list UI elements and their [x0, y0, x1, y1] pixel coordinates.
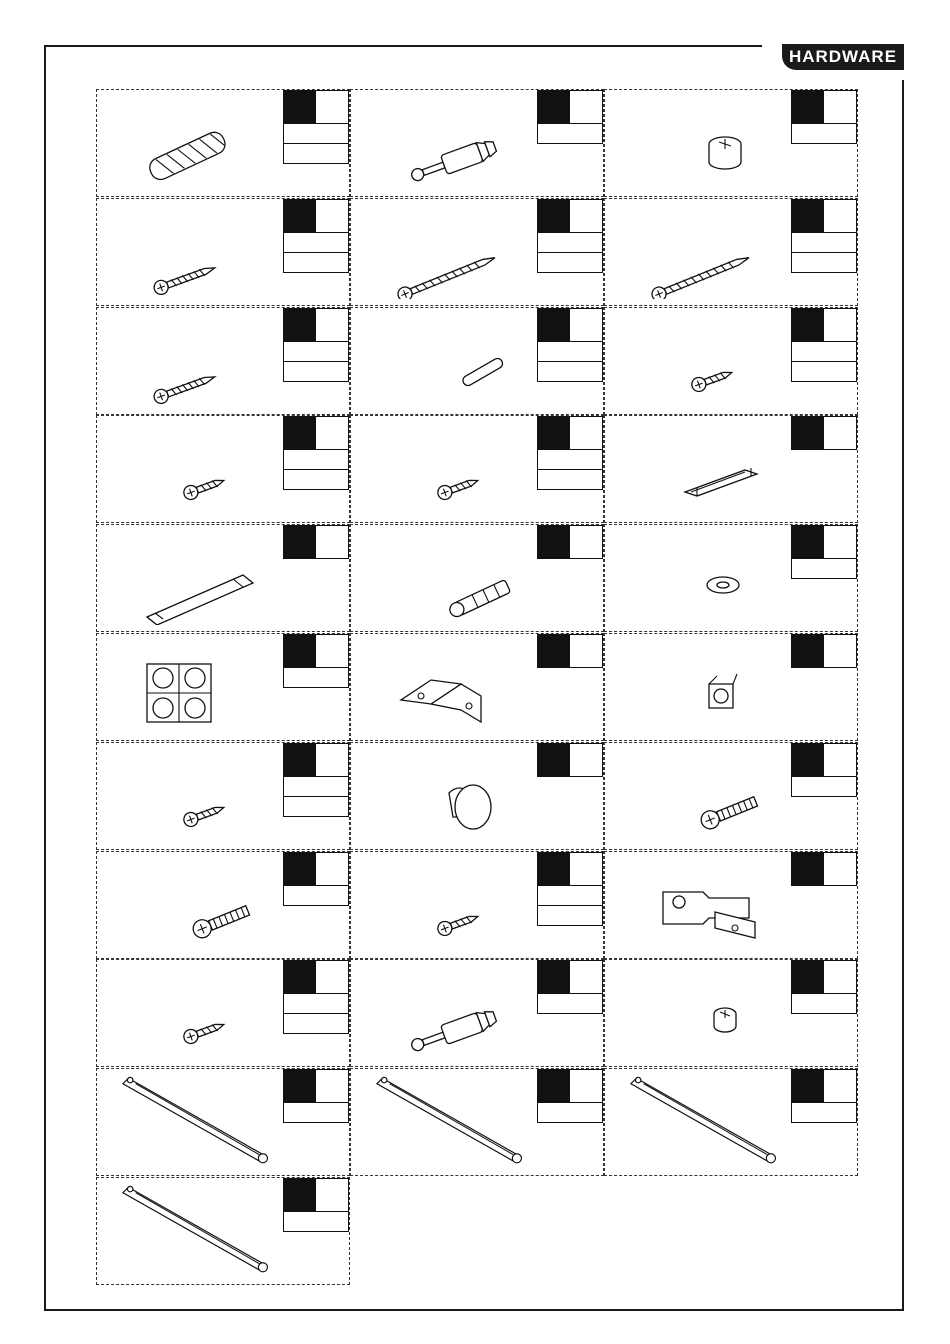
quantity-box: [283, 362, 349, 382]
quantity-box: [791, 362, 857, 382]
hardware-cell-wooden-dowel: [96, 89, 350, 197]
hardware-cell-cam-lock-small: [604, 959, 858, 1067]
hardware-cell-screw-countersunk-2: [96, 959, 350, 1067]
part-id-box: [283, 199, 349, 233]
quantity-box: [283, 450, 349, 470]
part-id-box: [791, 1069, 857, 1103]
screw-countersunk-2-icon: [107, 970, 287, 1060]
quantity-box: [283, 144, 349, 164]
part-id-box: [537, 1069, 603, 1103]
quantity-box: [283, 994, 349, 1014]
part-id-box: [283, 525, 349, 559]
part-id-box: [791, 852, 857, 886]
hardware-cell-l-bracket: [350, 633, 604, 741]
quantity-box: [283, 470, 349, 490]
quantity-box: [791, 1103, 857, 1123]
quantity-box: [537, 886, 603, 906]
screw-long-icon: [361, 209, 541, 299]
hardware-cell-cam-lock: [604, 89, 858, 197]
hardware-grid: [96, 89, 858, 1289]
quantity-box: [283, 342, 349, 362]
drawer-slide-a-icon: [107, 1071, 277, 1171]
quantity-box: [283, 1103, 349, 1123]
quantity-box: [283, 668, 349, 688]
hardware-cell-screw-long: [350, 198, 604, 306]
quantity-box: [791, 253, 857, 273]
shelf-pin-icon: [361, 318, 541, 408]
quantity-box: [791, 777, 857, 797]
cam-lock-small-icon: [615, 970, 795, 1060]
quantity-box: [283, 1014, 349, 1034]
quantity-box: [283, 886, 349, 906]
hardware-cell-felt-pads: [96, 633, 350, 741]
hardware-cell-anti-tip-strap: [96, 524, 350, 632]
knob-icon: [361, 753, 541, 843]
hardware-cell-washer: [604, 524, 858, 632]
hardware-cell-cam-bolt-2: [350, 959, 604, 1067]
l-bracket-icon: [361, 644, 541, 734]
part-id-box: [537, 525, 603, 559]
hardware-cell-cam-bolt: [350, 89, 604, 197]
quantity-box: [283, 233, 349, 253]
hardware-cell-machine-bolt: [604, 742, 858, 850]
hardware-cell-wall-anchor: [350, 524, 604, 632]
washer-icon: [615, 535, 795, 625]
part-id-box: [537, 199, 603, 233]
quantity-box: [791, 124, 857, 144]
part-id-box: [283, 308, 349, 342]
part-id-box: [791, 308, 857, 342]
hardware-cell-screw-medium: [96, 198, 350, 306]
quantity-box: [791, 994, 857, 1014]
part-id-box: [791, 416, 857, 450]
quantity-box: [537, 450, 603, 470]
quantity-box: [283, 124, 349, 144]
part-id-box: [791, 960, 857, 994]
part-id-box: [791, 525, 857, 559]
screw-short-countersunk-icon: [615, 318, 795, 408]
part-id-box: [283, 634, 349, 668]
part-id-box: [537, 634, 603, 668]
screw-countersunk-icon: [107, 753, 287, 843]
hardware-cell-screw-medium-2: [96, 307, 350, 415]
part-id-box: [537, 852, 603, 886]
hardware-cell-drawer-bracket: [604, 415, 858, 523]
wooden-dowel-icon: [107, 100, 287, 190]
hardware-cell-knob: [350, 742, 604, 850]
hardware-cell-drawer-slide-a: [96, 1068, 350, 1176]
part-id-box: [537, 743, 603, 777]
hardware-cell-shelf-pin: [350, 307, 604, 415]
quantity-box: [283, 1212, 349, 1232]
cam-bolt-icon: [361, 100, 541, 190]
quantity-box: [537, 124, 603, 144]
drawer-slide-c-icon: [615, 1071, 785, 1171]
quantity-box: [791, 233, 857, 253]
quantity-box: [537, 342, 603, 362]
part-id-box: [283, 852, 349, 886]
drawer-slide-d-icon: [107, 1180, 277, 1280]
part-id-box: [283, 1069, 349, 1103]
screw-medium-icon: [107, 209, 287, 299]
quantity-box: [283, 253, 349, 273]
part-id-box: [537, 416, 603, 450]
part-id-box: [791, 634, 857, 668]
screw-pan-short-icon: [107, 426, 287, 516]
page-title: HARDWARE: [782, 44, 904, 70]
screw-tiny-icon: [361, 426, 541, 516]
hardware-cell-screw-tiny: [350, 415, 604, 523]
quantity-box: [791, 342, 857, 362]
screw-pan-large-icon: [107, 862, 287, 952]
hardware-cell-screw-short-countersunk: [604, 307, 858, 415]
cam-bolt-2-icon: [361, 970, 541, 1060]
quantity-box: [537, 1103, 603, 1123]
screw-pan-small-icon: [361, 862, 541, 952]
anti-tip-strap-icon: [107, 535, 287, 625]
quantity-box: [537, 906, 603, 926]
screw-cover-cap-icon: [615, 644, 795, 734]
hardware-cell-screw-drywall: [604, 198, 858, 306]
drawer-slide-b-icon: [361, 1071, 531, 1171]
part-id-box: [791, 743, 857, 777]
part-id-box: [283, 743, 349, 777]
hardware-cell-screw-pan-small: [350, 851, 604, 959]
hardware-cell-screw-countersunk: [96, 742, 350, 850]
hardware-cell-screw-pan-large: [96, 851, 350, 959]
wall-anchor-icon: [361, 535, 541, 625]
quantity-box: [537, 253, 603, 273]
quantity-box: [283, 797, 349, 817]
screw-drywall-icon: [615, 209, 795, 299]
part-id-box: [283, 960, 349, 994]
quantity-box: [537, 233, 603, 253]
quantity-box: [791, 559, 857, 579]
hardware-cell-drawer-slide-d: [96, 1177, 350, 1285]
machine-bolt-icon: [615, 753, 795, 843]
screw-medium-2-icon: [107, 318, 287, 408]
part-id-box: [283, 1178, 349, 1212]
hardware-cell-drawer-slide-b: [350, 1068, 604, 1176]
felt-pads-icon: [107, 644, 287, 734]
part-id-box: [791, 199, 857, 233]
hardware-cell-screw-pan-short: [96, 415, 350, 523]
cam-lock-icon: [615, 100, 795, 190]
quantity-box: [537, 470, 603, 490]
quantity-box: [537, 994, 603, 1014]
part-id-box: [283, 416, 349, 450]
part-id-box: [283, 90, 349, 124]
part-id-box: [791, 90, 857, 124]
part-id-box: [537, 90, 603, 124]
hardware-cell-drawer-slide-c: [604, 1068, 858, 1176]
hardware-cell-screw-cover-cap: [604, 633, 858, 741]
cabinet-hinge-icon: [615, 862, 795, 952]
quantity-box: [537, 362, 603, 382]
quantity-box: [283, 777, 349, 797]
drawer-bracket-icon: [615, 426, 795, 516]
part-id-box: [537, 960, 603, 994]
hardware-cell-cabinet-hinge: [604, 851, 858, 959]
part-id-box: [537, 308, 603, 342]
